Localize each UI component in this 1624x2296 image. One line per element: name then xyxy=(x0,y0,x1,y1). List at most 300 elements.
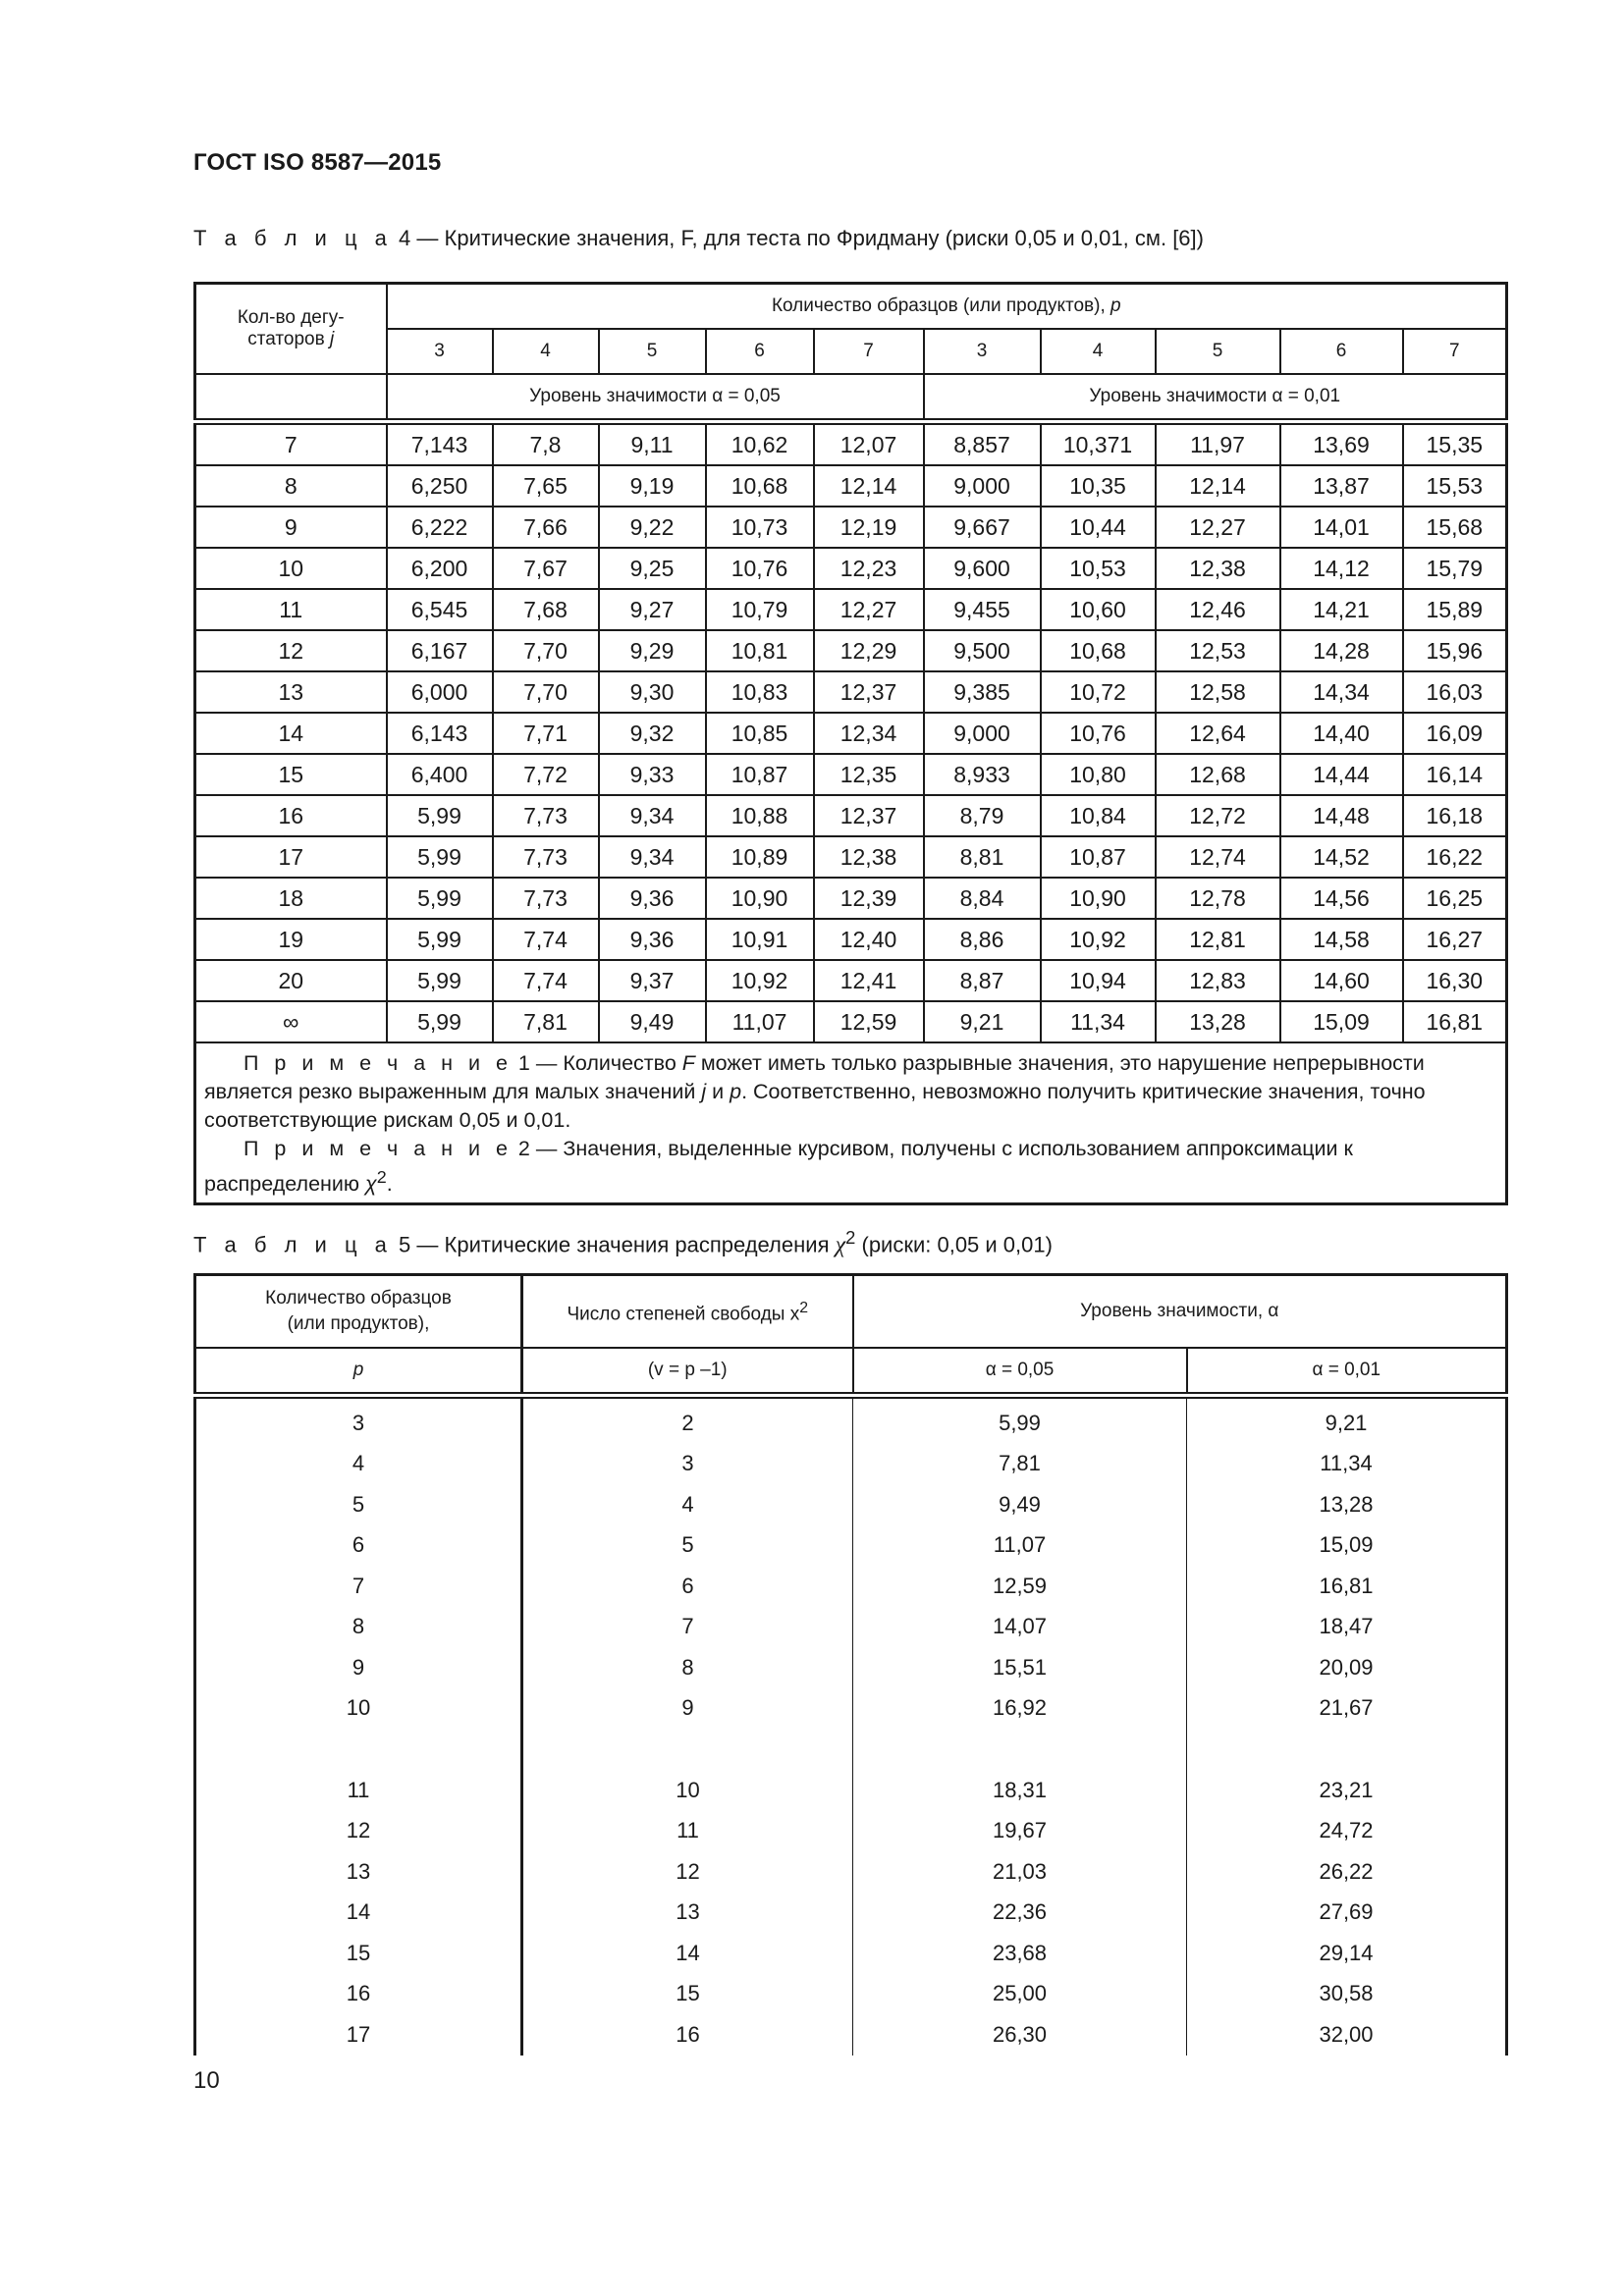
table-row xyxy=(195,1484,1507,1525)
critical-value-cell: 10,87 xyxy=(1041,836,1156,878)
critical-value-cell: 6,167 xyxy=(387,630,493,671)
header-degrees-freedom xyxy=(522,1275,853,1349)
friedman-critical-values-table xyxy=(193,282,1508,1205)
critical-value-cell: 10,92 xyxy=(1041,919,1156,960)
alpha-005-cell: 21,03 xyxy=(853,1851,1187,1893)
critical-value-cell: 9,667 xyxy=(924,507,1041,548)
degrees-freedom-cell: 6 xyxy=(522,1566,853,1607)
degrees-freedom-cell: 7 xyxy=(522,1607,853,1648)
table4-notes xyxy=(195,1042,1507,1204)
critical-value-cell: 12,35 xyxy=(814,754,924,795)
critical-value-cell: 10,44 xyxy=(1041,507,1156,548)
sample-count-header: 6 xyxy=(706,329,814,374)
critical-value-cell: 7,73 xyxy=(493,878,599,919)
sample-count-cell: 17 xyxy=(195,2014,522,2056)
alpha-001-cell: 9,21 xyxy=(1187,1396,1507,1444)
critical-value-cell: 12,74 xyxy=(1156,836,1280,878)
critical-value-cell: 9,000 xyxy=(924,713,1041,754)
critical-value-cell: 14,60 xyxy=(1280,960,1403,1001)
tasters-count-cell: 9 xyxy=(195,507,387,548)
critical-value-cell: 10,68 xyxy=(1041,630,1156,671)
table-row xyxy=(195,1566,1507,1607)
group-header-text: Количество образцов (или продуктов), xyxy=(771,295,1106,316)
table-row xyxy=(195,919,1507,960)
alpha-005-cell: 7,81 xyxy=(853,1444,1187,1485)
alpha-005-cell: 26,30 xyxy=(853,2014,1187,2056)
group-header-samples xyxy=(387,284,1507,330)
critical-value-cell: 12,38 xyxy=(814,836,924,878)
critical-value-cell: 10,91 xyxy=(706,919,814,960)
critical-value-cell: 14,48 xyxy=(1280,795,1403,836)
critical-value-cell: 10,73 xyxy=(706,507,814,548)
critical-value-cell: 12,27 xyxy=(1156,507,1280,548)
tasters-count-cell: 7 xyxy=(195,422,387,466)
critical-value-cell: 9,25 xyxy=(599,548,706,589)
degrees-freedom-cell: 14 xyxy=(522,1933,853,1974)
critical-value-cell: 12,46 xyxy=(1156,589,1280,630)
critical-value-cell: 6,400 xyxy=(387,754,493,795)
sample-count-cell: 3 xyxy=(195,1396,522,1444)
degrees-freedom-cell: 5 xyxy=(522,1525,853,1567)
critical-value-cell: 6,143 xyxy=(387,713,493,754)
alpha-001-cell: 32,00 xyxy=(1187,2014,1507,2056)
note-sup: 2 xyxy=(376,1167,387,1187)
alpha-005-cell: 19,67 xyxy=(853,1811,1187,1852)
table4-caption-label: Т а б л и ц а xyxy=(193,226,393,250)
page-number: 10 xyxy=(193,2067,220,2094)
table5-caption-sup: 2 xyxy=(845,1227,856,1248)
critical-value-cell: 5,99 xyxy=(387,836,493,878)
critical-value-cell: 10,371 xyxy=(1041,422,1156,466)
tasters-count-cell: 20 xyxy=(195,960,387,1001)
critical-value-cell: 12,29 xyxy=(814,630,924,671)
note-label: П р и м е ч а н и е xyxy=(244,1051,513,1075)
alpha-001-cell: 11,34 xyxy=(1187,1444,1507,1485)
note-2 xyxy=(204,1135,1493,1199)
critical-value-cell: 10,90 xyxy=(1041,878,1156,919)
tasters-count-cell: 12 xyxy=(195,630,387,671)
critical-value-cell: 12,59 xyxy=(814,1001,924,1042)
table4-caption-number: 4 xyxy=(399,226,411,250)
sample-count-header: 5 xyxy=(1156,329,1280,374)
tasters-count-cell: 10 xyxy=(195,548,387,589)
critical-value-cell: 12,14 xyxy=(814,465,924,507)
critical-value-cell: 16,18 xyxy=(1403,795,1507,836)
critical-value-cell: 9,19 xyxy=(599,465,706,507)
critical-value-cell: 15,68 xyxy=(1403,507,1507,548)
spacer-cell xyxy=(853,1729,1187,1770)
critical-value-cell: 9,11 xyxy=(599,422,706,466)
table-row xyxy=(195,836,1507,878)
table5-caption-text: — Критические значения распределения xyxy=(416,1232,836,1257)
critical-value-cell: 12,72 xyxy=(1156,795,1280,836)
critical-value-cell: 9,36 xyxy=(599,919,706,960)
critical-value-cell: 12,19 xyxy=(814,507,924,548)
alpha-001-cell: 27,69 xyxy=(1187,1893,1507,1934)
critical-value-cell: 7,72 xyxy=(493,754,599,795)
row-header-blank xyxy=(195,374,387,422)
sample-count-cell: 6 xyxy=(195,1525,522,1567)
table-row xyxy=(195,1647,1507,1688)
critical-value-cell: 12,40 xyxy=(814,919,924,960)
critical-value-cell: 10,94 xyxy=(1041,960,1156,1001)
note-text: может иметь только разрывные значения, это нарушение непрерывности является резко выраженным для малых значений xyxy=(204,1051,1425,1103)
table4-caption xyxy=(193,226,1204,251)
critical-value-cell: 5,99 xyxy=(387,960,493,1001)
critical-value-cell: 6,545 xyxy=(387,589,493,630)
critical-value-cell: 12,68 xyxy=(1156,754,1280,795)
table-row xyxy=(195,1396,1507,1444)
critical-value-cell: 11,07 xyxy=(706,1001,814,1042)
tasters-count-cell: 14 xyxy=(195,713,387,754)
critical-value-cell: 10,53 xyxy=(1041,548,1156,589)
critical-value-cell: 14,12 xyxy=(1280,548,1403,589)
table5-caption-text-after: (риски: 0,05 и 0,01) xyxy=(855,1232,1053,1257)
critical-value-cell: 10,87 xyxy=(706,754,814,795)
document-code: ГОСТ ISO 8587—2015 xyxy=(193,149,442,176)
critical-value-cell: 15,89 xyxy=(1403,589,1507,630)
header-degrees-freedom-sup: 2 xyxy=(799,1299,809,1316)
critical-value-cell: 16,25 xyxy=(1403,878,1507,919)
sample-count-cell: 13 xyxy=(195,1851,522,1893)
table-row xyxy=(195,1933,1507,1974)
critical-value-cell: 11,97 xyxy=(1156,422,1280,466)
header-sample-count-line2: (или продуктов), xyxy=(287,1313,430,1334)
sample-count-header: 5 xyxy=(599,329,706,374)
alpha-001-cell: 18,47 xyxy=(1187,1607,1507,1648)
critical-value-cell: 9,455 xyxy=(924,589,1041,630)
sample-count-header: 3 xyxy=(387,329,493,374)
table-row xyxy=(195,1893,1507,1934)
critical-value-cell: 7,70 xyxy=(493,630,599,671)
critical-value-cell: 10,76 xyxy=(1041,713,1156,754)
significance-005-header: Уровень значимости α = 0,05 xyxy=(387,374,924,422)
note-var: j xyxy=(701,1080,707,1103)
critical-value-cell: 7,74 xyxy=(493,919,599,960)
degrees-freedom-cell: 3 xyxy=(522,1444,853,1485)
critical-value-cell: 10,83 xyxy=(706,671,814,713)
critical-value-cell: 15,09 xyxy=(1280,1001,1403,1042)
alpha-005-cell: 23,68 xyxy=(853,1933,1187,1974)
critical-value-cell: 14,34 xyxy=(1280,671,1403,713)
degrees-freedom-cell: 2 xyxy=(522,1396,853,1444)
degrees-freedom-cell: 12 xyxy=(522,1851,853,1893)
header-sample-count xyxy=(195,1275,522,1349)
critical-value-cell: 16,27 xyxy=(1403,919,1507,960)
critical-value-cell: 5,99 xyxy=(387,878,493,919)
table-row xyxy=(195,1811,1507,1852)
critical-value-cell: 12,14 xyxy=(1156,465,1280,507)
alpha-001-cell: 26,22 xyxy=(1187,1851,1507,1893)
critical-value-cell: 13,69 xyxy=(1280,422,1403,466)
note-text: и xyxy=(706,1080,731,1103)
table-row xyxy=(195,1525,1507,1567)
critical-value-cell: 13,87 xyxy=(1280,465,1403,507)
critical-value-cell: 8,79 xyxy=(924,795,1041,836)
header-degrees-freedom-text: Число степеней свободы x xyxy=(567,1304,800,1325)
tasters-count-cell: 11 xyxy=(195,589,387,630)
critical-value-cell: 9,30 xyxy=(599,671,706,713)
critical-value-cell: 10,62 xyxy=(706,422,814,466)
table-row xyxy=(195,671,1507,713)
sample-count-header: 7 xyxy=(814,329,924,374)
critical-value-cell: 10,89 xyxy=(706,836,814,878)
critical-value-cell: 6,000 xyxy=(387,671,493,713)
critical-value-cell: 10,35 xyxy=(1041,465,1156,507)
sample-count-header: 3 xyxy=(924,329,1041,374)
spacer-cell xyxy=(1187,1729,1507,1770)
table-row xyxy=(195,2014,1507,2056)
sample-count-cell: 12 xyxy=(195,1811,522,1852)
critical-value-cell: 9,29 xyxy=(599,630,706,671)
sample-count-cell: 4 xyxy=(195,1444,522,1485)
critical-value-cell: 12,27 xyxy=(814,589,924,630)
critical-value-cell: 9,000 xyxy=(924,465,1041,507)
alpha-005-cell: 18,31 xyxy=(853,1770,1187,1811)
degrees-freedom-cell: 16 xyxy=(522,2014,853,2056)
critical-value-cell: 11,34 xyxy=(1041,1001,1156,1042)
critical-value-cell: 8,84 xyxy=(924,878,1041,919)
critical-value-cell: 10,68 xyxy=(706,465,814,507)
degrees-freedom-cell: 10 xyxy=(522,1770,853,1811)
alpha-005-cell: 16,92 xyxy=(853,1688,1187,1730)
alpha-001-cell: 20,09 xyxy=(1187,1647,1507,1688)
critical-value-cell: 14,44 xyxy=(1280,754,1403,795)
row-header-var: j xyxy=(329,329,335,349)
critical-value-cell: 16,14 xyxy=(1403,754,1507,795)
critical-value-cell: 9,37 xyxy=(599,960,706,1001)
row-header-line1: Кол-во дегу- xyxy=(237,307,345,328)
critical-value-cell: 10,85 xyxy=(706,713,814,754)
note-var: p xyxy=(730,1080,742,1103)
note-text: — Количество xyxy=(535,1051,682,1075)
header-sample-count-line1: Количество образцов xyxy=(265,1288,452,1308)
critical-value-cell: 12,37 xyxy=(814,671,924,713)
critical-value-cell: 12,81 xyxy=(1156,919,1280,960)
critical-value-cell: 10,79 xyxy=(706,589,814,630)
tasters-count-cell: 17 xyxy=(195,836,387,878)
critical-value-cell: 12,07 xyxy=(814,422,924,466)
alpha-001-cell: 13,28 xyxy=(1187,1484,1507,1525)
critical-value-cell: 7,71 xyxy=(493,713,599,754)
critical-value-cell: 9,22 xyxy=(599,507,706,548)
tasters-count-cell: 8 xyxy=(195,465,387,507)
table-row xyxy=(195,589,1507,630)
degrees-freedom-cell: 11 xyxy=(522,1811,853,1852)
spacer-cell xyxy=(195,1729,522,1770)
table-row xyxy=(195,630,1507,671)
critical-value-cell: 9,27 xyxy=(599,589,706,630)
critical-value-cell: 9,34 xyxy=(599,795,706,836)
critical-value-cell: 9,36 xyxy=(599,878,706,919)
critical-value-cell: 14,58 xyxy=(1280,919,1403,960)
alpha-001-cell: 24,72 xyxy=(1187,1811,1507,1852)
critical-value-cell: 7,73 xyxy=(493,836,599,878)
critical-value-cell: 9,600 xyxy=(924,548,1041,589)
alpha-005-cell: 5,99 xyxy=(853,1396,1187,1444)
critical-value-cell: 14,01 xyxy=(1280,507,1403,548)
spacer-cell xyxy=(522,1729,853,1770)
critical-value-cell: 8,86 xyxy=(924,919,1041,960)
sample-count-cell: 15 xyxy=(195,1933,522,1974)
critical-value-cell: 10,84 xyxy=(1041,795,1156,836)
tasters-count-cell: 18 xyxy=(195,878,387,919)
note-number: 1 xyxy=(517,1051,530,1075)
critical-value-cell: 16,81 xyxy=(1403,1001,1507,1042)
critical-value-cell: 10,72 xyxy=(1041,671,1156,713)
note-text: . Соответственно, невозможно получить критические значения, точно соответствующие рискам 0,05 и 0,01. xyxy=(204,1080,1426,1132)
sample-count-cell: 14 xyxy=(195,1893,522,1934)
critical-value-cell: 15,79 xyxy=(1403,548,1507,589)
critical-value-cell: 10,90 xyxy=(706,878,814,919)
critical-value-cell: 9,34 xyxy=(599,836,706,878)
note-var: F xyxy=(681,1051,695,1075)
critical-value-cell: 7,70 xyxy=(493,671,599,713)
critical-value-cell: 14,40 xyxy=(1280,713,1403,754)
group-header-var: p xyxy=(1110,295,1121,316)
degrees-freedom-cell: 4 xyxy=(522,1484,853,1525)
critical-value-cell: 12,41 xyxy=(814,960,924,1001)
table-row xyxy=(195,1607,1507,1648)
critical-value-cell: 6,250 xyxy=(387,465,493,507)
sample-count-cell: 11 xyxy=(195,1770,522,1811)
sample-count-cell: 10 xyxy=(195,1688,522,1730)
table-row xyxy=(195,754,1507,795)
subheader-p: p xyxy=(195,1348,522,1396)
critical-value-cell: 12,38 xyxy=(1156,548,1280,589)
critical-value-cell: 7,8 xyxy=(493,422,599,466)
sample-count-cell: 8 xyxy=(195,1607,522,1648)
critical-value-cell: 7,73 xyxy=(493,795,599,836)
critical-value-cell: 15,53 xyxy=(1403,465,1507,507)
critical-value-cell: 7,74 xyxy=(493,960,599,1001)
row-header-tasters xyxy=(195,284,387,375)
table-row xyxy=(195,507,1507,548)
tasters-count-cell: 19 xyxy=(195,919,387,960)
critical-value-cell: 10,60 xyxy=(1041,589,1156,630)
table5-caption-chi: χ xyxy=(835,1232,846,1258)
table-row xyxy=(195,1770,1507,1811)
alpha-005-cell: 22,36 xyxy=(853,1893,1187,1934)
table-spacer-row xyxy=(195,1729,1507,1770)
degrees-freedom-cell: 15 xyxy=(522,1974,853,2015)
critical-value-cell: 14,28 xyxy=(1280,630,1403,671)
tasters-count-cell: 16 xyxy=(195,795,387,836)
critical-value-cell: 8,933 xyxy=(924,754,1041,795)
table-row xyxy=(195,1974,1507,2015)
table-row xyxy=(195,1851,1507,1893)
alpha-005-cell: 15,51 xyxy=(853,1647,1187,1688)
note-text: — Значения, выделенные курсивом, получены с использованием аппроксимации к распределению xyxy=(204,1137,1353,1197)
table-row xyxy=(195,713,1507,754)
table-row xyxy=(195,878,1507,919)
critical-value-cell: 7,66 xyxy=(493,507,599,548)
critical-value-cell: 14,21 xyxy=(1280,589,1403,630)
sample-count-header: 4 xyxy=(493,329,599,374)
critical-value-cell: 6,200 xyxy=(387,548,493,589)
critical-value-cell: 9,32 xyxy=(599,713,706,754)
degrees-freedom-cell: 13 xyxy=(522,1893,853,1934)
alpha-005-cell: 11,07 xyxy=(853,1525,1187,1567)
subheader-df: (v = p –1) xyxy=(522,1348,853,1396)
critical-value-cell: 10,88 xyxy=(706,795,814,836)
critical-value-cell: 12,37 xyxy=(814,795,924,836)
critical-value-cell: 14,52 xyxy=(1280,836,1403,878)
critical-value-cell: 15,35 xyxy=(1403,422,1507,466)
degrees-freedom-cell: 8 xyxy=(522,1647,853,1688)
critical-value-cell: 12,64 xyxy=(1156,713,1280,754)
sample-count-header: 6 xyxy=(1280,329,1403,374)
table5-caption xyxy=(193,1227,1053,1258)
critical-value-cell: 16,30 xyxy=(1403,960,1507,1001)
alpha-001-cell: 29,14 xyxy=(1187,1933,1507,1974)
tasters-count-cell: 13 xyxy=(195,671,387,713)
sample-count-cell: 5 xyxy=(195,1484,522,1525)
critical-value-cell: 12,34 xyxy=(814,713,924,754)
sample-count-cell: 16 xyxy=(195,1974,522,2015)
critical-value-cell: 5,99 xyxy=(387,919,493,960)
critical-value-cell: 16,22 xyxy=(1403,836,1507,878)
critical-value-cell: 16,03 xyxy=(1403,671,1507,713)
table-row xyxy=(195,465,1507,507)
critical-value-cell: 7,68 xyxy=(493,589,599,630)
alpha-005-cell: 9,49 xyxy=(853,1484,1187,1525)
note-number: 2 xyxy=(517,1137,530,1160)
sample-count-header: 7 xyxy=(1403,329,1507,374)
alpha-001-cell: 23,21 xyxy=(1187,1770,1507,1811)
critical-value-cell: 5,99 xyxy=(387,1001,493,1042)
alpha-001-cell: 15,09 xyxy=(1187,1525,1507,1567)
note-var: χ xyxy=(365,1172,377,1197)
critical-value-cell: 8,81 xyxy=(924,836,1041,878)
critical-value-cell: 9,500 xyxy=(924,630,1041,671)
table-row xyxy=(195,1001,1507,1042)
table5-caption-label: Т а б л и ц а xyxy=(193,1232,393,1257)
critical-value-cell: 12,83 xyxy=(1156,960,1280,1001)
significance-001-header: Уровень значимости α = 0,01 xyxy=(924,374,1507,422)
critical-value-cell: 7,81 xyxy=(493,1001,599,1042)
critical-value-cell: 9,33 xyxy=(599,754,706,795)
critical-value-cell: 16,09 xyxy=(1403,713,1507,754)
sample-count-cell: 9 xyxy=(195,1647,522,1688)
critical-value-cell: 12,39 xyxy=(814,878,924,919)
table-row xyxy=(195,1444,1507,1485)
critical-value-cell: 12,58 xyxy=(1156,671,1280,713)
critical-value-cell: 7,65 xyxy=(493,465,599,507)
table-row xyxy=(195,960,1507,1001)
table4-caption-text: — Критические значения, F, для теста по Фридману (риски 0,05 и 0,01, см. [6]) xyxy=(416,226,1204,250)
critical-value-cell: 6,222 xyxy=(387,507,493,548)
table-row xyxy=(195,795,1507,836)
alpha-005-cell: 14,07 xyxy=(853,1607,1187,1648)
table-row xyxy=(195,422,1507,466)
table5-caption-number: 5 xyxy=(399,1232,411,1257)
degrees-freedom-cell: 9 xyxy=(522,1688,853,1730)
critical-value-cell: 7,143 xyxy=(387,422,493,466)
alpha-001-cell: 21,67 xyxy=(1187,1688,1507,1730)
sample-count-header: 4 xyxy=(1041,329,1156,374)
header-significance-level: Уровень значимости, α xyxy=(853,1275,1507,1349)
note-1 xyxy=(204,1049,1493,1135)
critical-value-cell: 8,857 xyxy=(924,422,1041,466)
critical-value-cell: 12,53 xyxy=(1156,630,1280,671)
critical-value-cell: 13,28 xyxy=(1156,1001,1280,1042)
table-row xyxy=(195,548,1507,589)
note-text: . xyxy=(386,1172,393,1197)
table-row xyxy=(195,1688,1507,1730)
critical-value-cell: 9,385 xyxy=(924,671,1041,713)
alpha-001-cell: 16,81 xyxy=(1187,1566,1507,1607)
